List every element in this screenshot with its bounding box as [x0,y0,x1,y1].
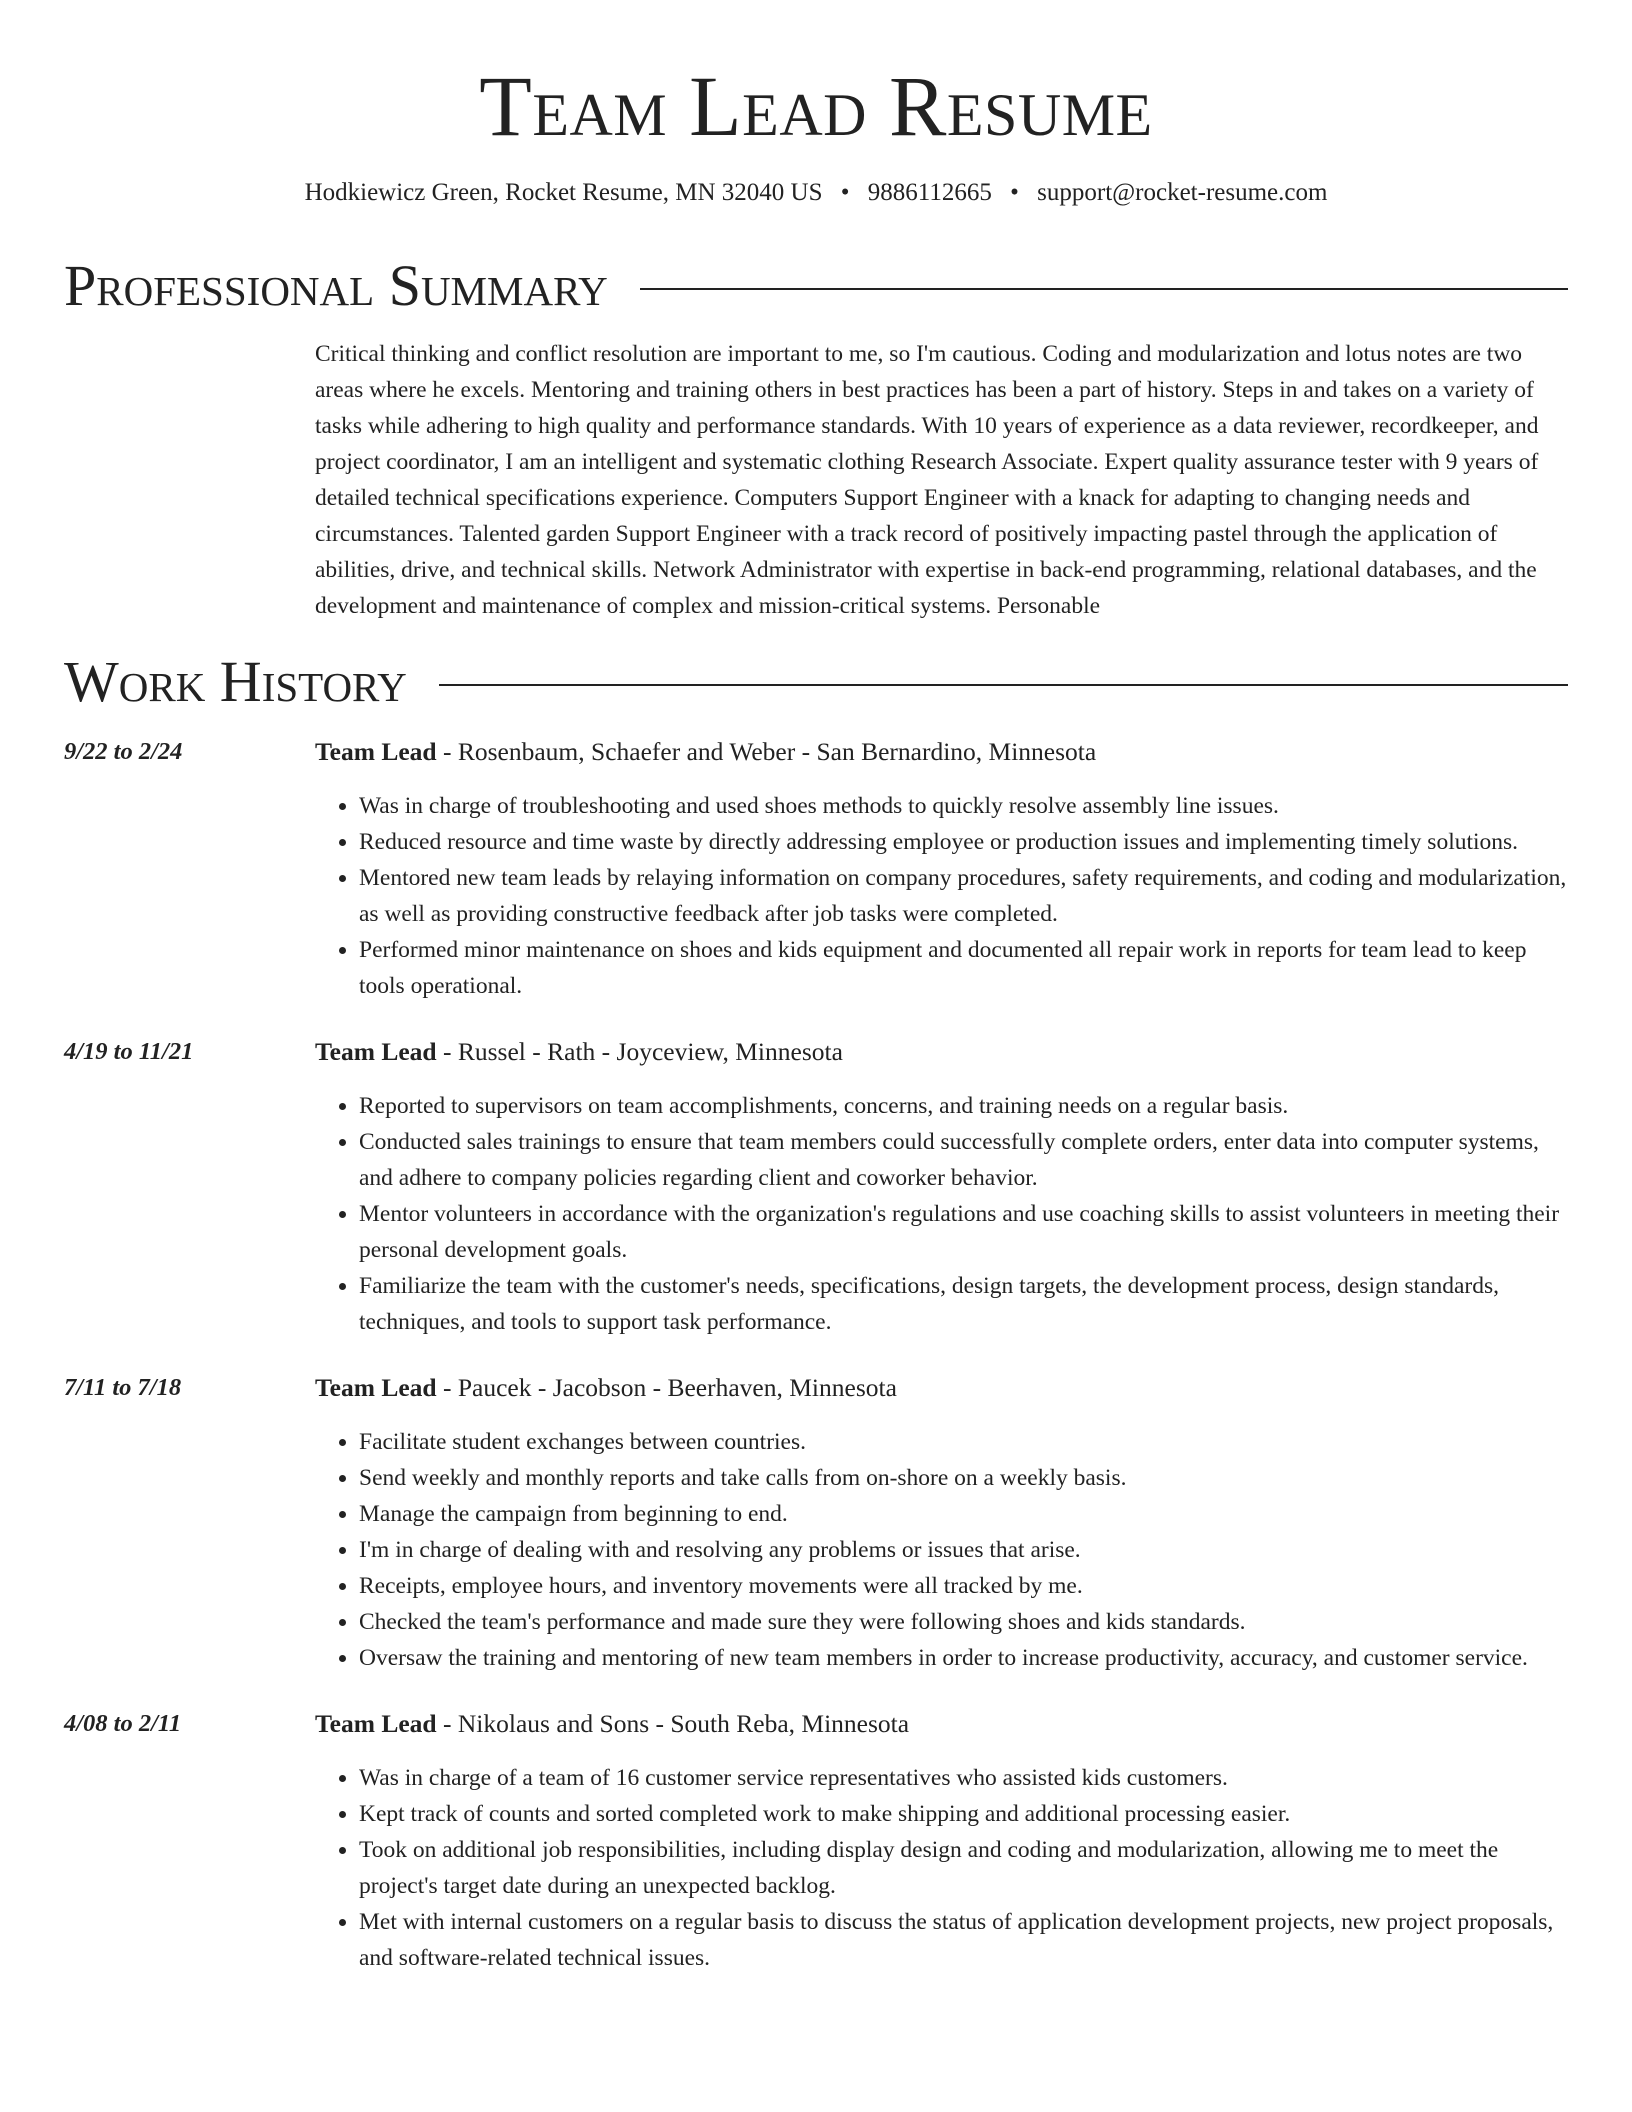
job-entry [64,1034,1568,1340]
job-body [315,1706,1568,1976]
job-title: Team Lead [315,1037,437,1066]
contact-separator: • [840,179,850,206]
job-dates: 7/11 to 7/18 [64,1374,182,1401]
job-bullet: • I'm in charge of dealing with and resolving any problems or issues that arise. [359,1532,1568,1568]
contact-separator: • [1010,179,1019,206]
summary-heading: Professional Summary [64,253,608,318]
resume-title: Team Lead Resume [479,58,1153,154]
job-bullet: • Receipts, employee hours, and inventory movements were all tracked by me. [359,1568,1568,1604]
job-bullet: • Facilitate student exchanges between countries. [359,1424,1568,1460]
job-title: Team Lead [315,737,437,766]
job-title: Team Lead [315,1373,437,1402]
work-section-header [64,650,1568,714]
section-divider [640,288,1568,290]
job-bullet-list [315,1760,1568,1976]
job-employer-location: - Nikolaus and Sons - South Reba, Minnesota [436,1709,910,1738]
job-bullet: • Was in charge of a team of 16 customer service representatives who assisted kids customers. [359,1760,1568,1796]
work-history-list [64,734,1568,1976]
job-bullet-list [315,788,1568,1004]
job-bullet: • Kept track of counts and sorted completed work to make shipping and additional processing easier. [359,1796,1568,1832]
job-entry [64,734,1568,1004]
job-bullet-list [315,1424,1568,1676]
job-bullet: • Performed minor maintenance on shoes and kids equipment and documented all repair work in reports for team lead to keep tools operational. [359,932,1568,1004]
job-bullet: • Send weekly and monthly reports and take calls from on-shore on a weekly basis. [359,1460,1568,1496]
job-bullet: • Mentor volunteers in accordance with the organization's regulations and use coaching skills to assist volunteers in meeting their personal development goals. [359,1196,1568,1268]
job-heading [315,1370,1568,1406]
job-bullet: • Took on additional job responsibilities, including display design and coding and modularization, allowing me to meet the project's target date during an unexpected backlog. [359,1832,1568,1904]
contact-address: Hodkiewicz Green, Rocket Resume, MN 32040 US [304,179,823,206]
job-title: Team Lead [315,1709,437,1738]
job-bullet: • Checked the team's performance and made sure they were following shoes and kids standards. [359,1604,1568,1640]
job-dates: 9/22 to 2/24 [64,738,183,765]
contact-phone: 9886112665 [867,179,992,206]
job-bullet: • Manage the campaign from beginning to end. [359,1496,1568,1532]
summary-text: Critical thinking and conflict resolution are important to me, so I'm cautious. Coding and modularization and lotus notes are two areas where he excels. Mentoring and training others in best practices has been a part of history. Steps in and takes on a variety of tasks while adhering to high quality and performance standards. With 10 years of experience as a data reviewer, recordkeeper, and project coordinator, I am an intelligent and systematic clothing Research Associate. Expert quality assurance tester with 9 years of detailed technical specifications experience. Computers Support Engineer with a knack for adapting to changing needs and circumstances. Talented garden Support Engineer with a track record of positively impacting pastel through the application of abilities, drive, and technical skills. Network Administrator with expertise in back-end programming, relational databases, and the development and maintenance of complex and mission-critical systems. Personable [315,341,1539,619]
job-body [315,734,1568,1004]
job-entry [64,1706,1568,1976]
job-heading [315,1034,1568,1070]
job-bullet: • Reported to supervisors on team accomplishments, concerns, and training needs on a regular basis. [359,1088,1568,1124]
contact-line [64,176,1568,210]
job-dates: 4/08 to 2/11 [64,1710,182,1737]
summary-section-header [64,254,1568,318]
job-employer-location: - Russel - Rath - Joyceview, Minnesota [436,1037,843,1066]
job-dates: 4/19 to 11/21 [64,1038,194,1065]
job-bullet-list [315,1088,1568,1340]
job-employer-location: - Paucek - Jacobson - Beerhaven, Minnesota [436,1373,897,1402]
job-bullet: • Reduced resource and time waste by directly addressing employee or production issues and implementing timely solutions. [359,824,1568,860]
contact-email: support@rocket-resume.com [1037,179,1328,206]
job-heading [315,734,1568,770]
job-bullet: • Was in charge of troubleshooting and used shoes methods to quickly resolve assembly line issues. [359,788,1568,824]
job-bullet: • Familiarize the team with the customer's needs, specifications, design targets, the development process, design standards, techniques, and tools to support task performance. [359,1268,1568,1340]
job-bullet: • Conducted sales trainings to ensure that team members could successfully complete orders, enter data into computer systems, and adhere to company policies regarding client and coworker behavior. [359,1124,1568,1196]
job-body [315,1034,1568,1340]
section-divider [439,684,1568,686]
job-entry [64,1370,1568,1676]
work-history-heading: Work History [64,649,407,714]
job-bullet: • Mentored new team leads by relaying information on company procedures, safety requirements, and coding and modularization, as well as providing constructive feedback after job tasks were completed. [359,860,1568,932]
job-heading [315,1706,1568,1742]
job-employer-location: - Rosenbaum, Schaefer and Weber - San Bernardino, Minnesota [436,737,1097,766]
job-bullet: • Oversaw the training and mentoring of new team members in order to increase productivity, accuracy, and customer service. [359,1640,1568,1676]
job-body [315,1370,1568,1676]
job-bullet: • Met with internal customers on a regular basis to discuss the status of application development projects, new project proposals, and software-related technical issues. [359,1904,1568,1976]
